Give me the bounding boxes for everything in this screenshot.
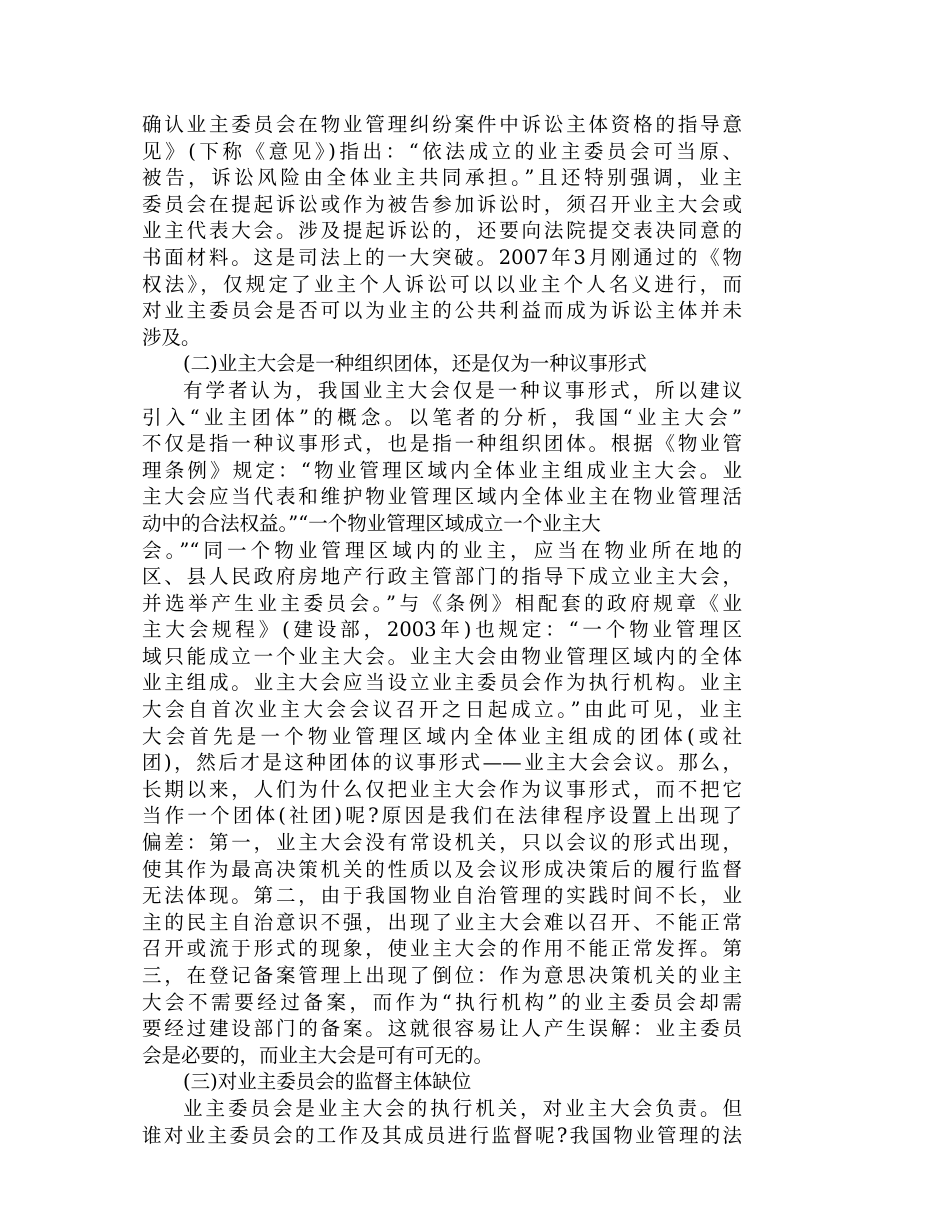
text-line: (三)对业主委员会的监督主体缺位 bbox=[183, 1070, 472, 1094]
text-line: 涉及。 bbox=[142, 325, 201, 349]
text-line: 被告，诉讼风险由全体业主共同承担。”且还特别强调，业主 bbox=[142, 166, 742, 190]
text-line: 主的民主自治意识不强，出现了业主大会难以召开、不能正常 bbox=[142, 910, 742, 934]
text-line: 要经过建设部门的备案。这就很容易让人产生误解：业主委员 bbox=[142, 1017, 742, 1041]
text-line: 大会首先是一个物业管理区域内全体业主组成的团体(或社 bbox=[142, 724, 742, 748]
text-line: 偏差：第一，业主大会没有常设机关，只以会议的形式出现， bbox=[142, 831, 742, 855]
text-line: 三，在登记备案管理上出现了倒位：作为意思决策机关的业主 bbox=[142, 964, 742, 987]
text-line: 无法体现。第二，由于我国物业自治管理的实践时间不长，业 bbox=[142, 884, 742, 908]
text-line: 业主代表大会。涉及提起诉讼的，还要向法院提交表决同意的 bbox=[142, 219, 742, 243]
text-line: 对业主委员会是否可以为业主的公共利益而成为诉讼主体并未 bbox=[142, 299, 742, 323]
text-line: 引入“业主团体”的概念。以笔者的分析，我国“业主大会” bbox=[142, 405, 742, 429]
text-line: 谁对业主委员会的工作及其成员进行监督呢?我国物业管理的法 bbox=[142, 1123, 742, 1147]
text-line: 团)，然后才是这种团体的议事形式——业主大会会议。那么， bbox=[142, 751, 742, 775]
text-line: 区、县人民政府房地产行政主管部门的指导下成立业主大会， bbox=[142, 565, 742, 589]
text-line: 不仅是指一种议事形式，也是指一种组织团体。根据《物业管 bbox=[142, 432, 742, 456]
text-line: 大会不需要经过备案，而作为“执行机构”的业主委员会却需 bbox=[142, 990, 742, 1014]
text-line: 并选举产生业主委员会。”与《条例》相配套的政府规章《业 bbox=[142, 591, 742, 615]
text-line: 长期以来，人们为什么仅把业主大会作为议事形式，而不把它 bbox=[142, 777, 742, 801]
text-line: 使其作为最高决策机关的性质以及会议形成决策后的履行监督 bbox=[142, 857, 742, 881]
text-line: 召开或流于形式的现象，使业主大会的作用不能正常发挥。第 bbox=[142, 937, 742, 961]
text-line: 主大会规程》(建设部，2003年)也规定：“一个物业管理区 bbox=[142, 618, 742, 642]
text-line: (二)业主大会是一种组织团体，还是仅为一种议事形式 bbox=[183, 352, 647, 376]
text-line: 当作一个团体(社团)呢?原因是我们在法律程序设置上出现了 bbox=[142, 804, 742, 828]
text-line: 会是必要的，而业主大会是可有可无的。 bbox=[142, 1043, 494, 1067]
text-line: 确认业主委员会在物业管理纠纷案件中诉讼主体资格的指导意 bbox=[142, 113, 742, 136]
text-line: 动中的合法权益。”“一个物业管理区域成立一个业主大 bbox=[142, 511, 601, 535]
text-line: 见》(下称《意见》)指出：“依法成立的业主委员会可当原、 bbox=[142, 139, 742, 163]
text-line: 业主组成。业主大会应当设立业主委员会作为执行机构。业主 bbox=[142, 671, 742, 695]
text-line: 书面材料。这是司法上的一大突破。2007年3月刚通过的《物 bbox=[142, 245, 742, 269]
text-line: 权法》，仅规定了业主个人诉讼可以以业主个人名义进行，而 bbox=[142, 272, 742, 296]
text-line: 会。”“同一个物业管理区域内的业主，应当在物业所在地的 bbox=[142, 538, 742, 562]
text-line: 委员会在提起诉讼或作为被告参加诉讼时，须召开业主大会或 bbox=[142, 192, 742, 216]
body-text bbox=[142, 112, 742, 1149]
text-line: 业主委员会是业主大会的执行机关，对业主大会负责。但 bbox=[183, 1096, 742, 1120]
text-line: 有学者认为，我国业主大会仅是一种议事形式，所以建议 bbox=[183, 378, 742, 402]
text-line: 理条例》规定：“物业管理区域内全体业主组成业主大会。业 bbox=[142, 458, 742, 482]
text-line: 域只能成立一个业主大会。业主大会由物业管理区域内的全体 bbox=[142, 644, 742, 668]
text-line: 大会自首次业主大会会议召开之日起成立。”由此可见，业主 bbox=[142, 698, 742, 722]
text-line: 主大会应当代表和维护物业管理区域内全体业主在物业管理活 bbox=[142, 485, 742, 509]
